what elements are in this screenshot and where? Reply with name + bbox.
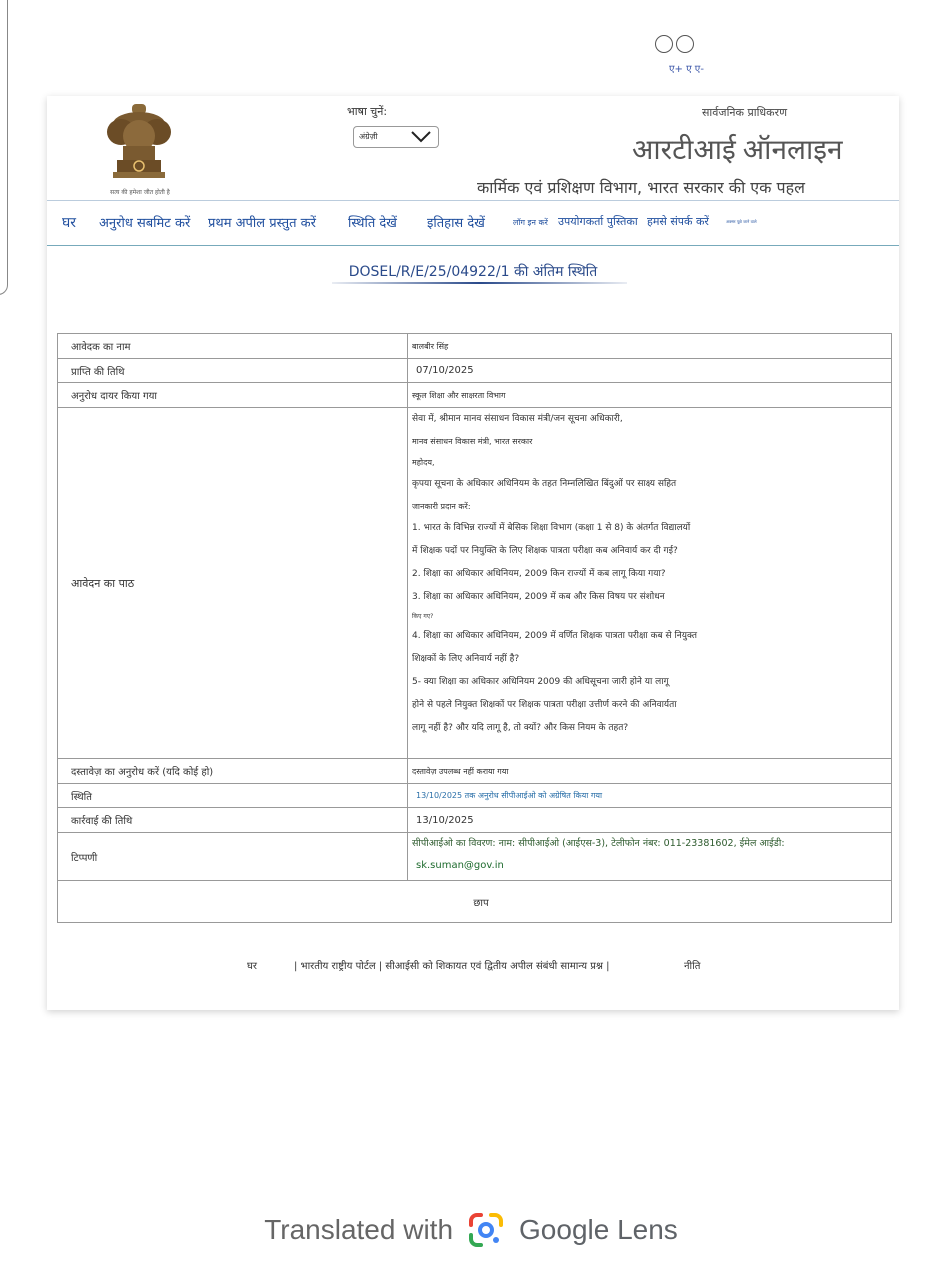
nav-login[interactable]: लॉग इन करें: [513, 218, 548, 227]
nav-user-manual[interactable]: उपयोगकर्ता पुस्तिका: [558, 215, 638, 228]
nav-extra[interactable]: अक्सर पूछे जाने वाले: [726, 219, 757, 224]
application-line: 3. शिक्षा का अधिकार अधिनियम, 2009 में कब और किस विषय पर संशोधन: [412, 592, 665, 602]
action-date-value: 13/10/2025: [408, 808, 892, 833]
footer-home-link[interactable]: घर: [247, 961, 257, 972]
application-line: जानकारी प्रदान करें:: [412, 502, 471, 511]
application-line: मानव संसाधन विकास मंत्री, भारत सरकार: [412, 437, 533, 446]
header-divider: [47, 200, 899, 201]
documents-value: दस्तावेज़ उपलब्ध नहीं कराया गया: [408, 759, 892, 784]
application-line: किए गए?: [412, 613, 434, 620]
circle-icon[interactable]: [655, 35, 673, 53]
applicant-name-value: बालबीर सिंह: [408, 334, 892, 359]
national-emblem-icon: [99, 102, 179, 198]
receipt-date-value: 07/10/2025: [408, 359, 892, 383]
action-date-label: कार्रवाई की तिथि: [58, 808, 408, 833]
table-row: [58, 383, 892, 408]
footer: [47, 958, 899, 978]
application-line: 2. शिक्षा का अधिकार अधिनियम, 2009 किन राज्यों में कब लागू किया गया?: [412, 569, 666, 579]
nav-view-status[interactable]: स्थिति देखें: [348, 216, 397, 231]
footer-policy-link[interactable]: नीति: [684, 961, 701, 972]
table-row: [58, 359, 892, 383]
chevron-down-icon: [409, 130, 433, 144]
table-row: [58, 784, 892, 808]
public-authority-link[interactable]: सार्वजनिक प्राधिकरण: [702, 106, 788, 119]
status-value: 13/10/2025 तक अनुरोध सीपीआईओ को अग्रेषित किया गया: [408, 784, 892, 808]
nav-home[interactable]: घर: [62, 215, 76, 231]
request-filed-label: अनुरोध दायर किया गया: [58, 383, 408, 408]
google-lens-icon: [467, 1211, 505, 1249]
remarks-label: टिप्पणी: [58, 833, 408, 881]
table-row: [58, 833, 892, 881]
application-line: 4. शिक्षा का अधिकार अधिनियम, 2009 में वर्णित शिक्षक पात्रता परीक्षा कब से नियुक्त: [412, 631, 697, 641]
nav-first-appeal[interactable]: प्रथम अपील प्रस्तुत करें: [208, 216, 316, 231]
page-title: DOSEL/R/E/25/04922/1 की अंतिम स्थिति: [348, 264, 598, 280]
footer-links[interactable]: | भारतीय राष्ट्रीय पोर्टल | सीआईसी को शिकायत एवं द्वितीय अपील संबंधी सामान्य प्रश्न |: [294, 961, 610, 972]
nav-submit-request[interactable]: अनुरोध सबमिट करें: [99, 216, 191, 231]
table-row: [58, 808, 892, 833]
google-lens-watermark: [0, 1210, 942, 1250]
nav-view-history[interactable]: इतिहास देखें: [427, 216, 485, 231]
table-row: [58, 334, 892, 359]
site-title: आरटीआई ऑनलाइन: [632, 135, 843, 166]
applicant-name-label: आवेदक का नाम: [58, 334, 408, 359]
application-line: शिक्षकों के लिए अनिवार्य नहीं है?: [412, 654, 520, 664]
watermark-text: Translated with: [264, 1214, 454, 1245]
font-size-controls[interactable]: ए+ ए ए-: [669, 64, 704, 75]
main-nav: [62, 213, 892, 237]
application-line: सेवा में, श्रीमान मानव संसाधन विकास मंत्री/जन सूचना अधिकारी,: [412, 414, 623, 424]
language-label: भाषा चुनें:: [347, 105, 388, 118]
font-size-toggles[interactable]: [655, 35, 694, 53]
nav-divider: [47, 245, 899, 246]
request-filed-value: स्कूल शिक्षा और साक्षरता विभाग: [408, 383, 892, 408]
circle-icon[interactable]: [676, 35, 694, 53]
application-text-value: [408, 408, 892, 759]
language-select[interactable]: [353, 126, 439, 148]
nav-contact-us[interactable]: हमसे संपर्क करें: [647, 215, 709, 228]
application-line: कृपया सूचना के अधिकार अधिनियम के तहत निम्नलिखित बिंदुओं पर साक्ष्य सहित: [412, 479, 677, 489]
status-table: [57, 333, 892, 923]
table-row: [58, 881, 892, 923]
title-underline: [332, 282, 627, 284]
application-line: 5- क्या शिक्षा का अधिकार अधिनियम 2009 की अधिसूचना जारी होने या लागू: [412, 677, 669, 687]
documents-label: दस्तावेज़ का अनुरोध करें (यदि कोई हो): [58, 759, 408, 784]
application-line: लागू नहीं है? और यदि लागू है, तो क्यों? और किस नियम के तहत?: [412, 723, 629, 733]
application-line: होने से पहले नियुक्त शिक्षकों पर शिक्षक पात्रता परीक्षा उत्तीर्ण करने की अनिवार्यता: [412, 700, 677, 710]
print-button[interactable]: छाप: [58, 881, 892, 923]
status-label: स्थिति: [58, 784, 408, 808]
application-line: महोदय,: [412, 458, 435, 467]
receipt-date-label: प्राप्ति की तिथि: [58, 359, 408, 383]
table-row: [58, 408, 892, 759]
application-line: 1. भारत के विभिन्न राज्यों में बेसिक शिक्षा विभाग (कक्षा 1 से 8) के अंतर्गत विद्यालयों: [412, 523, 691, 533]
site-subtitle: कार्मिक एवं प्रशिक्षण विभाग, भारत सरकार की एक पहल: [477, 178, 805, 197]
application-line: में शिक्षक पदों पर नियुक्ति के लिए शिक्षक पात्रता परीक्षा कब अनिवार्य कर दी गई?: [412, 546, 678, 556]
application-text-label: आवेदन का पाठ: [58, 408, 408, 759]
emblem-motto: सत्य की हमेशा जीत होती है: [110, 189, 170, 196]
language-selected-value: अंग्रेज़ी: [359, 132, 378, 141]
remarks-text: सीपीआईओ का विवरण: नाम: सीपीआईओ (आईएस-3), टेलीफोन नंबर: 011-23381602, ईमेल आईडी:: [412, 838, 785, 849]
remarks-value: [408, 833, 892, 881]
rti-page-card: [47, 96, 899, 1010]
watermark-brand: Google Lens: [519, 1214, 678, 1245]
table-row: [58, 759, 892, 784]
remarks-email: sk.suman@gov.in: [416, 860, 504, 871]
side-panel-handle[interactable]: [0, 0, 8, 295]
